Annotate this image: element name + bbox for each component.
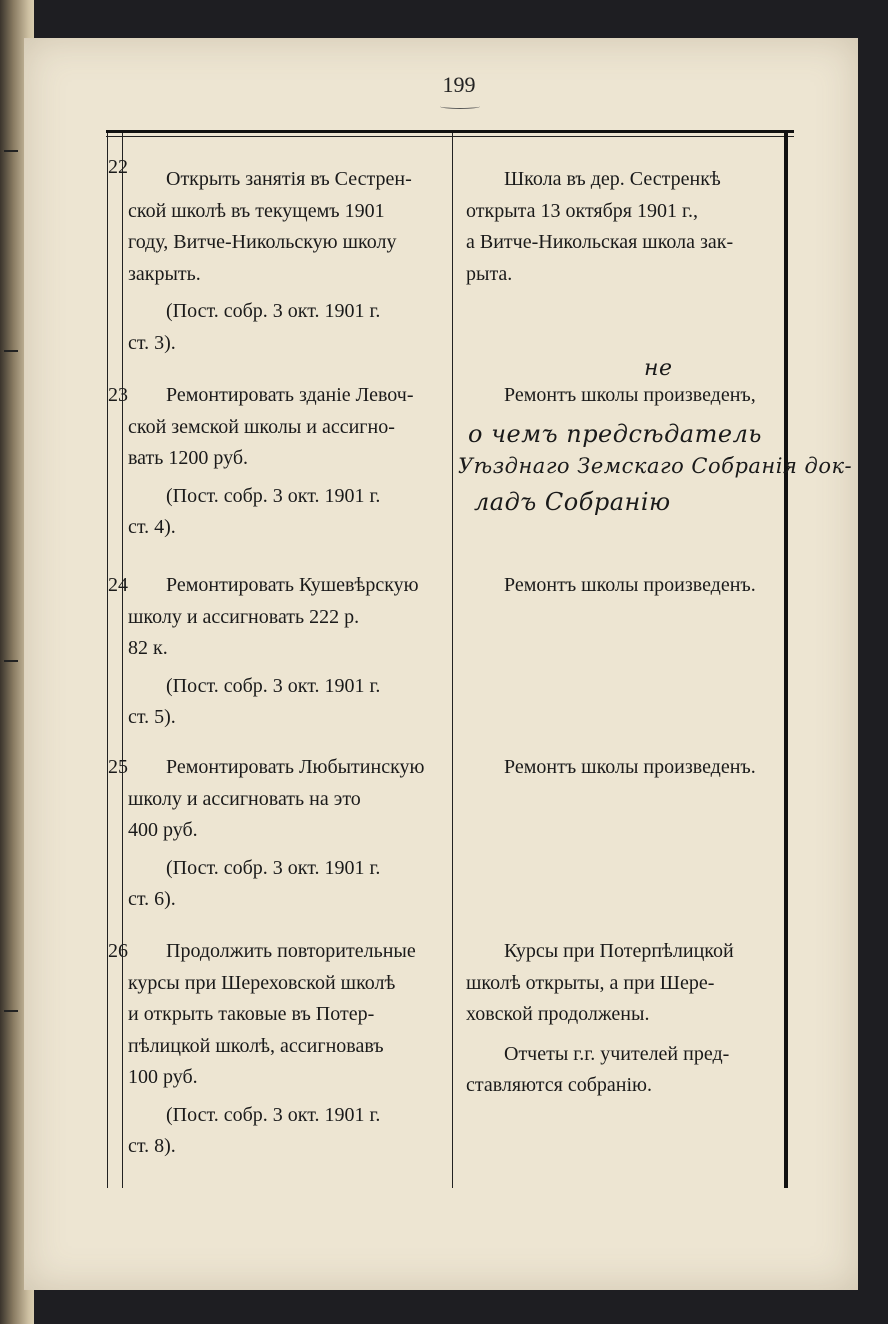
document-page: [24, 38, 858, 1290]
resolution-cell: [128, 164, 448, 359]
result-cell: [466, 752, 782, 784]
resolution-cell: [128, 570, 448, 734]
resolution-line: Открыть занятія въ Сестрен-: [166, 168, 412, 190]
reference-line: (Пост. собр. 3 окт. 1901 г.: [166, 1103, 381, 1126]
resolution-line: 82 к.: [128, 637, 168, 659]
reference-line: (Пост. собр. 3 окт. 1901 г.: [166, 856, 381, 879]
binding-mark: [4, 350, 18, 352]
binding-mark: [4, 660, 18, 662]
handwritten-note-line: о чемъ предсѣдатель: [468, 420, 762, 448]
resolution-cell: [128, 380, 448, 544]
handwritten-note-line: Уѣзднаго Земскаго Собранія док-: [458, 454, 853, 478]
resolution-line: ской земской школы и ассигно-: [128, 415, 395, 438]
result-cell: [466, 570, 782, 602]
result-cell: [466, 164, 782, 290]
result-line: Ремонтъ школы произведенъ.: [504, 756, 756, 778]
result-line: ставляются собранію.: [466, 1074, 652, 1096]
resolution-line: школу и ассигновать 222 р.: [128, 605, 360, 628]
handwritten-note-line: ладъ Собранію: [474, 488, 671, 516]
resolution-line: Ремонтировать Любытинскую: [166, 756, 425, 778]
handwritten-insert: не: [644, 356, 673, 381]
resolution-line: закрыть.: [128, 262, 201, 285]
result-line: ховской продолжены.: [466, 1003, 650, 1025]
row-number: 22: [108, 156, 128, 178]
result-line: рыта.: [466, 262, 513, 285]
page-number: 199: [442, 72, 476, 97]
reference-line: ст. 4).: [128, 516, 176, 538]
row-number: 24: [108, 574, 128, 596]
result-line: школѣ открыты, а при Шере-: [466, 971, 715, 994]
result-line: Курсы при Потерпѣлицкой: [504, 940, 734, 962]
reference-line: ст. 5).: [128, 706, 176, 728]
table-right-border: [784, 133, 788, 1188]
reference-line: ст. 8).: [128, 1135, 176, 1157]
reference-line: ст. 3).: [128, 331, 176, 354]
reference-line: ст. 6).: [128, 888, 176, 910]
result-line: открыта 13 октября 1901 г.,: [466, 199, 698, 222]
resolution-line: Продолжить повторительные: [166, 940, 416, 962]
resolution-line: курсы при Шереховской школѣ: [128, 971, 396, 994]
resolution-line: 400 руб.: [128, 819, 198, 841]
row-number: 25: [108, 756, 128, 778]
binding-mark: [4, 1010, 18, 1012]
table-top-rule-thin: [106, 136, 794, 137]
resolution-line: ской школѣ въ текущемъ 1901: [128, 199, 385, 222]
result-cell: [466, 380, 782, 412]
resolution-line: пѣлицкой школѣ, ассигновавъ: [128, 1034, 384, 1057]
row-number: 23: [108, 384, 128, 406]
resolution-line: Ремонтировать Кушевѣрскую: [166, 574, 419, 596]
number-column-divider: [122, 133, 123, 1188]
reference-line: (Пост. собр. 3 окт. 1901 г.: [166, 484, 381, 507]
result-line: Школа въ дер. Сестренкѣ: [504, 168, 721, 190]
binding-mark: [4, 150, 18, 152]
middle-column-divider: [452, 133, 453, 1188]
table-left-border: [107, 133, 108, 1188]
table-top-rule: [106, 130, 794, 133]
resolution-line: и открыть таковые въ Потер-: [128, 1003, 375, 1025]
result-line: а Витче-Никольская школа зак-: [466, 231, 734, 253]
resolution-cell: [128, 752, 448, 916]
resolution-cell: [128, 936, 448, 1163]
page-number-underline: [440, 104, 480, 109]
reference-line: (Пост. собр. 3 окт. 1901 г.: [166, 674, 381, 697]
resolution-line: вать 1200 руб.: [128, 447, 249, 469]
result-line: Ремонтъ школы произведенъ.: [504, 574, 756, 596]
resolution-line: году, Витче-Никольскую школу: [128, 231, 397, 253]
result-line: Отчеты г.г. учителей пред-: [504, 1042, 730, 1065]
resolution-line: Ремонтировать зданіе Левоч-: [166, 384, 414, 406]
row-number: 26: [108, 940, 128, 962]
result-line: Ремонтъ школы произведенъ,: [504, 384, 756, 406]
resolution-line: 100 руб.: [128, 1066, 198, 1088]
reference-line: (Пост. собр. 3 окт. 1901 г.: [166, 300, 381, 322]
resolution-line: школу и ассигновать на это: [128, 787, 361, 810]
result-cell: [466, 936, 782, 1102]
